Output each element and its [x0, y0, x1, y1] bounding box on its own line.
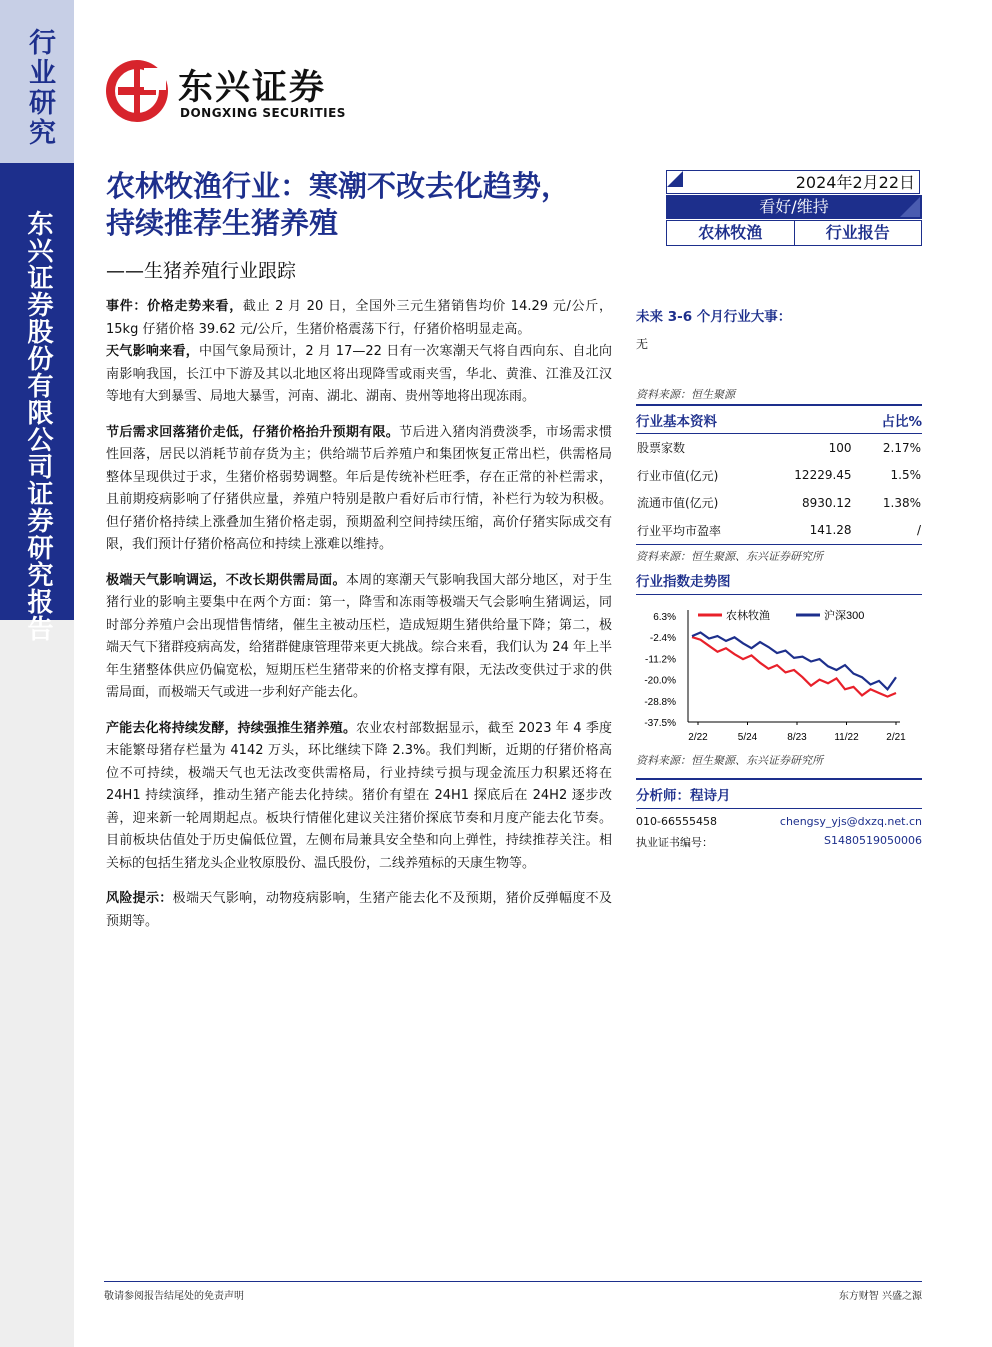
x-tick-label: 2/22	[688, 732, 708, 743]
brand-name-cn: 东兴证券	[178, 68, 327, 108]
row-value: 8930.12	[801, 495, 852, 510]
weather-text: 中国气象局预计，2 月 17—22 日有一次寒潮天气将自西向东、自北向南影响我国，长江中下游及其以北地区将出现降雪或雨夹雪，华北、黄淮、江淮及江汉等地有大到暴雪、局地大暴雪，河南、湖北、湖南、贵州等地将出现冻雨。	[106, 344, 612, 404]
paragraph-demand	[106, 422, 612, 557]
source-note: 资料来源：恒生聚源、东兴证券研究所	[636, 550, 823, 563]
event-lead: 事件：价格走势来看，	[106, 299, 243, 314]
demand-text: 节后进入猪肉消费淡季，市场需求惯性回落，居民以消耗节前存货为主；供给端节后养殖户和集团恢复正常出栏，供需格局整体呈现供过于求，生猪价格弱势调整。年后是传统补栏旺季，存在正常的补栏需求，且前期疫病影响了仔猪供应量，养殖户特别是散户看好后市行情，补栏行为较为积极。但仔猪价格持续上涨叠加生猪价格走弱，预期盈利空间持续压缩，高价仔猪实际成交有限，我们预计仔猪价格高位和持续上涨难以维持。	[106, 424, 612, 552]
sidebar-company-report: 东兴证券股份有限公司证券研究报告	[23, 210, 53, 642]
paragraph-risk	[106, 888, 612, 933]
risk-lead: 风险提示：	[106, 891, 173, 906]
sidebar-filler	[0, 620, 74, 1347]
analyst-title: 分析师：程诗月	[636, 788, 731, 804]
table-row	[636, 489, 922, 517]
industry-index-chart	[636, 598, 922, 750]
row-value: 100	[828, 440, 852, 455]
legend-label: 沪深300	[824, 610, 865, 622]
paragraph-event	[106, 296, 612, 409]
extreme-weather-text: 本周的寒潮天气影响我国大部分地区，对于生猪行业的影响主要集中在两个方面：第一，降雪和冻雨等极端天气会影响生猪调运，同时部分养殖户会出现惜售情绪，催生主被动压栏，造成短期生猪供给量下降；第二，极端天气下猪群疫病高发，给猪群健康管理带来更大挑战。综合来看，我们认为 24 年上半年生猪整体供应仍偏宽松，短期压栏生猪带来的价格支撑有限，无法改变供过于求的供需局面，而极端天气或进一步利好产能去化。	[106, 572, 612, 700]
table-row	[636, 434, 922, 462]
x-tick-label: 11/22	[834, 732, 859, 743]
y-tick-label: -20.0%	[644, 675, 676, 687]
report-info-box	[666, 170, 922, 248]
chart-source-section	[636, 752, 922, 850]
row-label: 行业平均市盈率	[637, 523, 722, 538]
table-row	[636, 462, 922, 490]
row-label: 股票家数	[637, 441, 686, 456]
row-value: 12229.45	[794, 468, 852, 483]
row-label: 流通市值(亿元)	[637, 496, 719, 511]
industry-rating: 看好/维持	[666, 195, 922, 219]
capacity-lead: 产能去化将持续发酵，持续强推生猪养殖。	[106, 720, 357, 736]
risk-text: 极端天气影响，动物疫病影响，生猪产能去化不及预期，猪价反弹幅度不及预期等。	[106, 891, 612, 929]
cert-label: 执业证书编号：	[636, 836, 713, 849]
paragraph-capacity	[106, 718, 612, 876]
events-title: 未来 3-6 个月行业大事：	[636, 309, 792, 325]
chart-title: 行业指数走势图	[636, 574, 731, 590]
series-line-0	[692, 637, 896, 697]
footer-divider	[104, 1281, 922, 1282]
y-tick-label: -28.8%	[644, 696, 676, 708]
analyst-email[interactable]: chengsy_yjs@dxzq.net.cn	[779, 815, 922, 828]
row-value: 141.28	[809, 523, 852, 538]
row-share: 2.17%	[882, 440, 921, 455]
brand-name-en: DONGXING SECURITIES	[180, 106, 346, 120]
basic-info-title: 行业基本资料	[636, 414, 717, 430]
basic-info-section	[636, 386, 922, 595]
table-row	[636, 517, 922, 545]
cert-number: S1480519050006	[824, 834, 922, 847]
y-tick-label: -2.4%	[649, 633, 676, 645]
row-label: 行业市值(亿元)	[637, 468, 719, 483]
row-share: /	[916, 523, 921, 538]
paragraph-weather	[106, 570, 612, 705]
source-note: 资料来源：恒生聚源、东兴证券研究所	[636, 754, 823, 767]
corner-triangle-icon	[667, 171, 683, 187]
report-category-row	[666, 220, 922, 246]
footer-disclaimer: 敬请参阅报告结尾处的免责声明	[104, 1291, 244, 1302]
sidebar-category: 行业研究	[24, 28, 55, 148]
footer	[104, 1287, 922, 1302]
source-note: 资料来源：恒生聚源	[636, 388, 735, 401]
dongxing-logo	[104, 58, 170, 124]
capacity-text: 农业农村部数据显示，截至 2023 年 4 季度末能繁母猪存栏量为 4142 万头，环比继续下降 2.3%。我们判断，近期的仔猪价格高位不可持续，极端天气也无法改变供需格局，行业持续亏损与现金流压力积累还将在 24H1 持续演绎，推动生猪产能去化持续。猪价有望在 24H1 探底后在 24H2 逐步改善，迎来新一轮周期起点。板块行情催化建议关注猪价探底节奏和月度产能去化节奏。目前板块估值处于历史偏低位置，左侧布局兼具安全垫和向上弹性，持续推荐关注。相关标的包括生猪龙头企业牧原股份、温氏股份，二线养殖标的天康生物等。	[106, 720, 612, 871]
row-share: 1.5%	[890, 468, 921, 483]
y-tick-label: -11.2%	[645, 654, 676, 666]
rating-triangle-icon	[900, 197, 920, 217]
footer-slogan: 东方财智 兴盛之源	[838, 1291, 922, 1302]
legend-label: 农林牧渔	[726, 610, 770, 622]
report-title-line1: 农林牧渔行业：寒潮不改去化趋势，	[106, 169, 571, 203]
extreme-weather-lead: 极端天气影响调运，不改长期供需局面。	[106, 572, 346, 588]
y-tick-label: -37.5%	[644, 718, 676, 729]
demand-lead: 节后需求回落猪价走低，仔猪价格抬升预期有限。	[106, 424, 400, 440]
series-line-1	[692, 633, 896, 690]
basic-info-table	[636, 434, 922, 544]
report-date: 2024年2月22日	[666, 170, 920, 194]
industry-events	[636, 305, 922, 352]
report-title	[106, 168, 570, 242]
analyst-phone: 010-66555458	[636, 815, 717, 828]
event-text: 截止 2 月 20 日，全国外三元生猪销售均价 14.29 元/公斤，15kg 仔猪价格 39.62 元/公斤，生猪价格震荡下行，仔猪价格明显走高。	[106, 299, 612, 337]
report-subtitle: ——生猪养殖行业跟踪	[106, 260, 297, 282]
row-share: 1.38%	[882, 495, 921, 510]
weather-lead: 天气影响来看，	[106, 344, 200, 359]
x-tick-label: 5/24	[737, 732, 758, 743]
report-body	[106, 296, 612, 946]
report-title-line2: 持续推荐生猪养殖	[106, 206, 339, 240]
events-value: 无	[636, 337, 649, 351]
x-tick-label: 8/23	[787, 732, 807, 743]
basic-info-col: 占比%	[881, 414, 922, 430]
x-tick-label: 2/21	[886, 732, 906, 743]
industry-name: 农林牧渔	[667, 221, 795, 245]
report-type: 行业报告	[825, 223, 890, 242]
y-tick-label: 6.3%	[653, 612, 676, 623]
